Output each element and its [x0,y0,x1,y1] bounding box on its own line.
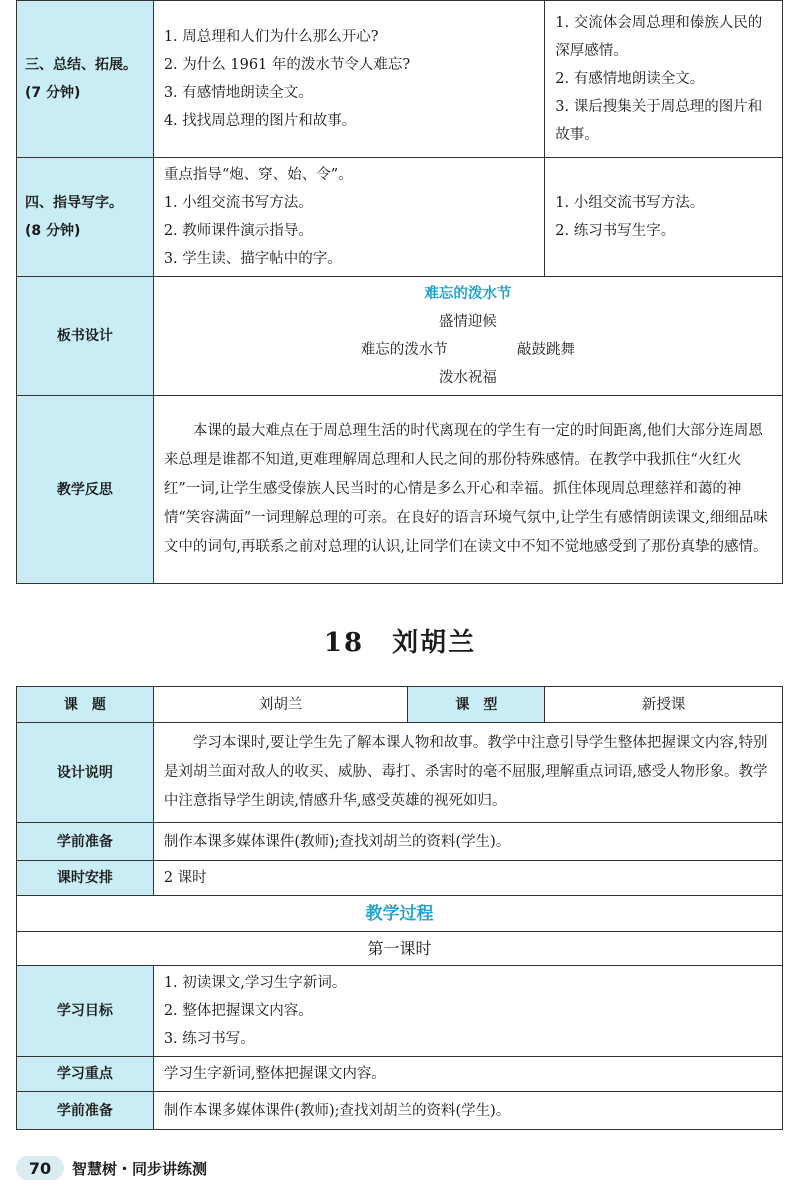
list-item: 2. 为什么 1961 年的泼水节令人难忘? [163,57,411,73]
prep-row [17,823,783,861]
focus-label: 学习重点 [17,1057,154,1092]
board-design-row [17,277,783,396]
schedule-label: 课时安排 [17,861,154,896]
process-heading: 教学过程 [17,896,783,932]
writing-label-title: 四、指导写字。 [25,195,123,211]
board-line-2-right: 敲鼓跳舞 [517,342,576,358]
list-item: 1. 小组交流书写方法。 [555,195,705,211]
summary-row [17,1,783,158]
writing-teacher-activities [153,158,544,277]
goals-content [153,966,782,1057]
prep2-text: 制作本课多媒体课件(教师);查找刘胡兰的资料(学生)。 [153,1092,782,1130]
schedule-text: 2 课时 [153,861,782,896]
writing-label [17,158,154,277]
focus-row [17,1057,783,1092]
board-line-2-left: 难忘的泼水节 [360,342,448,358]
process-heading-row [17,896,783,932]
page-footer [16,1155,207,1181]
topic-label: 课 题 [17,687,154,723]
summary-teacher-activities [153,1,544,158]
writing-row [17,158,783,277]
design-label: 设计说明 [17,723,154,823]
list-item: 4. 找找周总理的图片和故事。 [163,113,357,129]
goals-row [17,966,783,1057]
board-line-2 [164,336,772,364]
bottom-lesson-plan-table [16,686,783,1130]
first-lesson-heading: 第一课时 [17,932,783,966]
board-line-1: 盛情迎候 [438,314,497,330]
list-item: 3. 学生读、描字帖中的字。 [163,251,342,267]
list-item: 3. 课后搜集关于周总理的图片和故事。 [555,99,763,143]
lesson-title: 18 刘胡兰 [323,628,477,658]
list-item: 1. 小组交流书写方法。 [163,195,313,211]
list-item: 2. 练习书写生字。 [555,223,676,239]
topic-value: 刘胡兰 [153,687,408,723]
list-item: 2. 有感情地朗读全文。 [555,71,705,87]
top-lesson-plan-table [16,0,783,584]
summary-label-title: 三、总结、拓展。 [25,57,137,73]
type-value: 新授课 [545,687,783,723]
list-item: 重点指导“炮、穿、始、令”。 [163,167,353,183]
schedule-row [17,861,783,896]
page-number: 70 [16,1156,64,1180]
prep2-row [17,1092,783,1130]
reflection-label: 教学反思 [17,396,154,584]
board-design-content [153,277,782,396]
list-item: 1. 初读课文,学习生字新词。 [163,975,347,991]
type-label: 课 型 [408,687,545,723]
design-row [17,723,783,823]
summary-label-time: (7 分钟) [25,85,81,101]
list-item: 3. 有感情地朗读全文。 [163,85,313,101]
prep-label: 学前准备 [17,823,154,861]
prep-text: 制作本课多媒体课件(教师);查找刘胡兰的资料(学生)。 [153,823,782,861]
board-line-3: 泼水祝福 [438,370,497,386]
list-item: 1. 交流体会周总理和傣族人民的深厚感情。 [555,15,763,59]
focus-text: 学习生字新词,整体把握课文内容。 [153,1057,782,1092]
reflection-text: 本课的最大难点在于周总理生活的时代离现在的学生有一定的时间距离,他们大部分连周恩来总理是谁都不知道,更难理解周总理和人民之间的那份特殊感情。在教学中我抓住“火红火红”一词,让学生感受傣族人民当时的心情是多么开心和幸福。抓住体现周总理慈祥和蔼的神情“笑容满面”一词理解总理的可亲。在良好的语言环境气氛中,让学生有感情朗读课文,细细品味文中的词句,再联系之前对总理的认识,让同学们在读文中不知不觉地感受到了那份真挚的感情。 [153,396,782,584]
summary-student-activities [545,1,783,158]
goals-label: 学习目标 [17,966,154,1057]
board-design-label: 板书设计 [17,277,154,396]
writing-student-activities [545,158,783,277]
summary-label [17,1,154,158]
topic-row [17,687,783,723]
board-title: 难忘的泼水节 [424,286,512,302]
first-lesson-row [17,932,783,966]
list-item: 3. 练习书写。 [163,1031,255,1047]
reflection-row [17,396,783,584]
design-text: 学习本课时,要让学生先了解本课人物和故事。教学中注意引导学生整体把握课文内容,特别是刘胡兰面对敌人的收买、威胁、毒打、杀害时的毫不屈服,理解重点词语,感受人物形象。教学中注意指导学生朗读,情感升华,感受英雄的视死如归。 [153,723,782,823]
writing-label-time: (8 分钟) [25,223,81,239]
list-item: 2. 整体把握课文内容。 [163,1003,313,1019]
book-title: 智慧树・同步讲练测 [72,1159,208,1178]
list-item: 2. 教师课件演示指导。 [163,223,313,239]
prep2-label: 学前准备 [17,1092,154,1130]
list-item: 1. 周总理和人们为什么那么开心? [163,29,379,45]
